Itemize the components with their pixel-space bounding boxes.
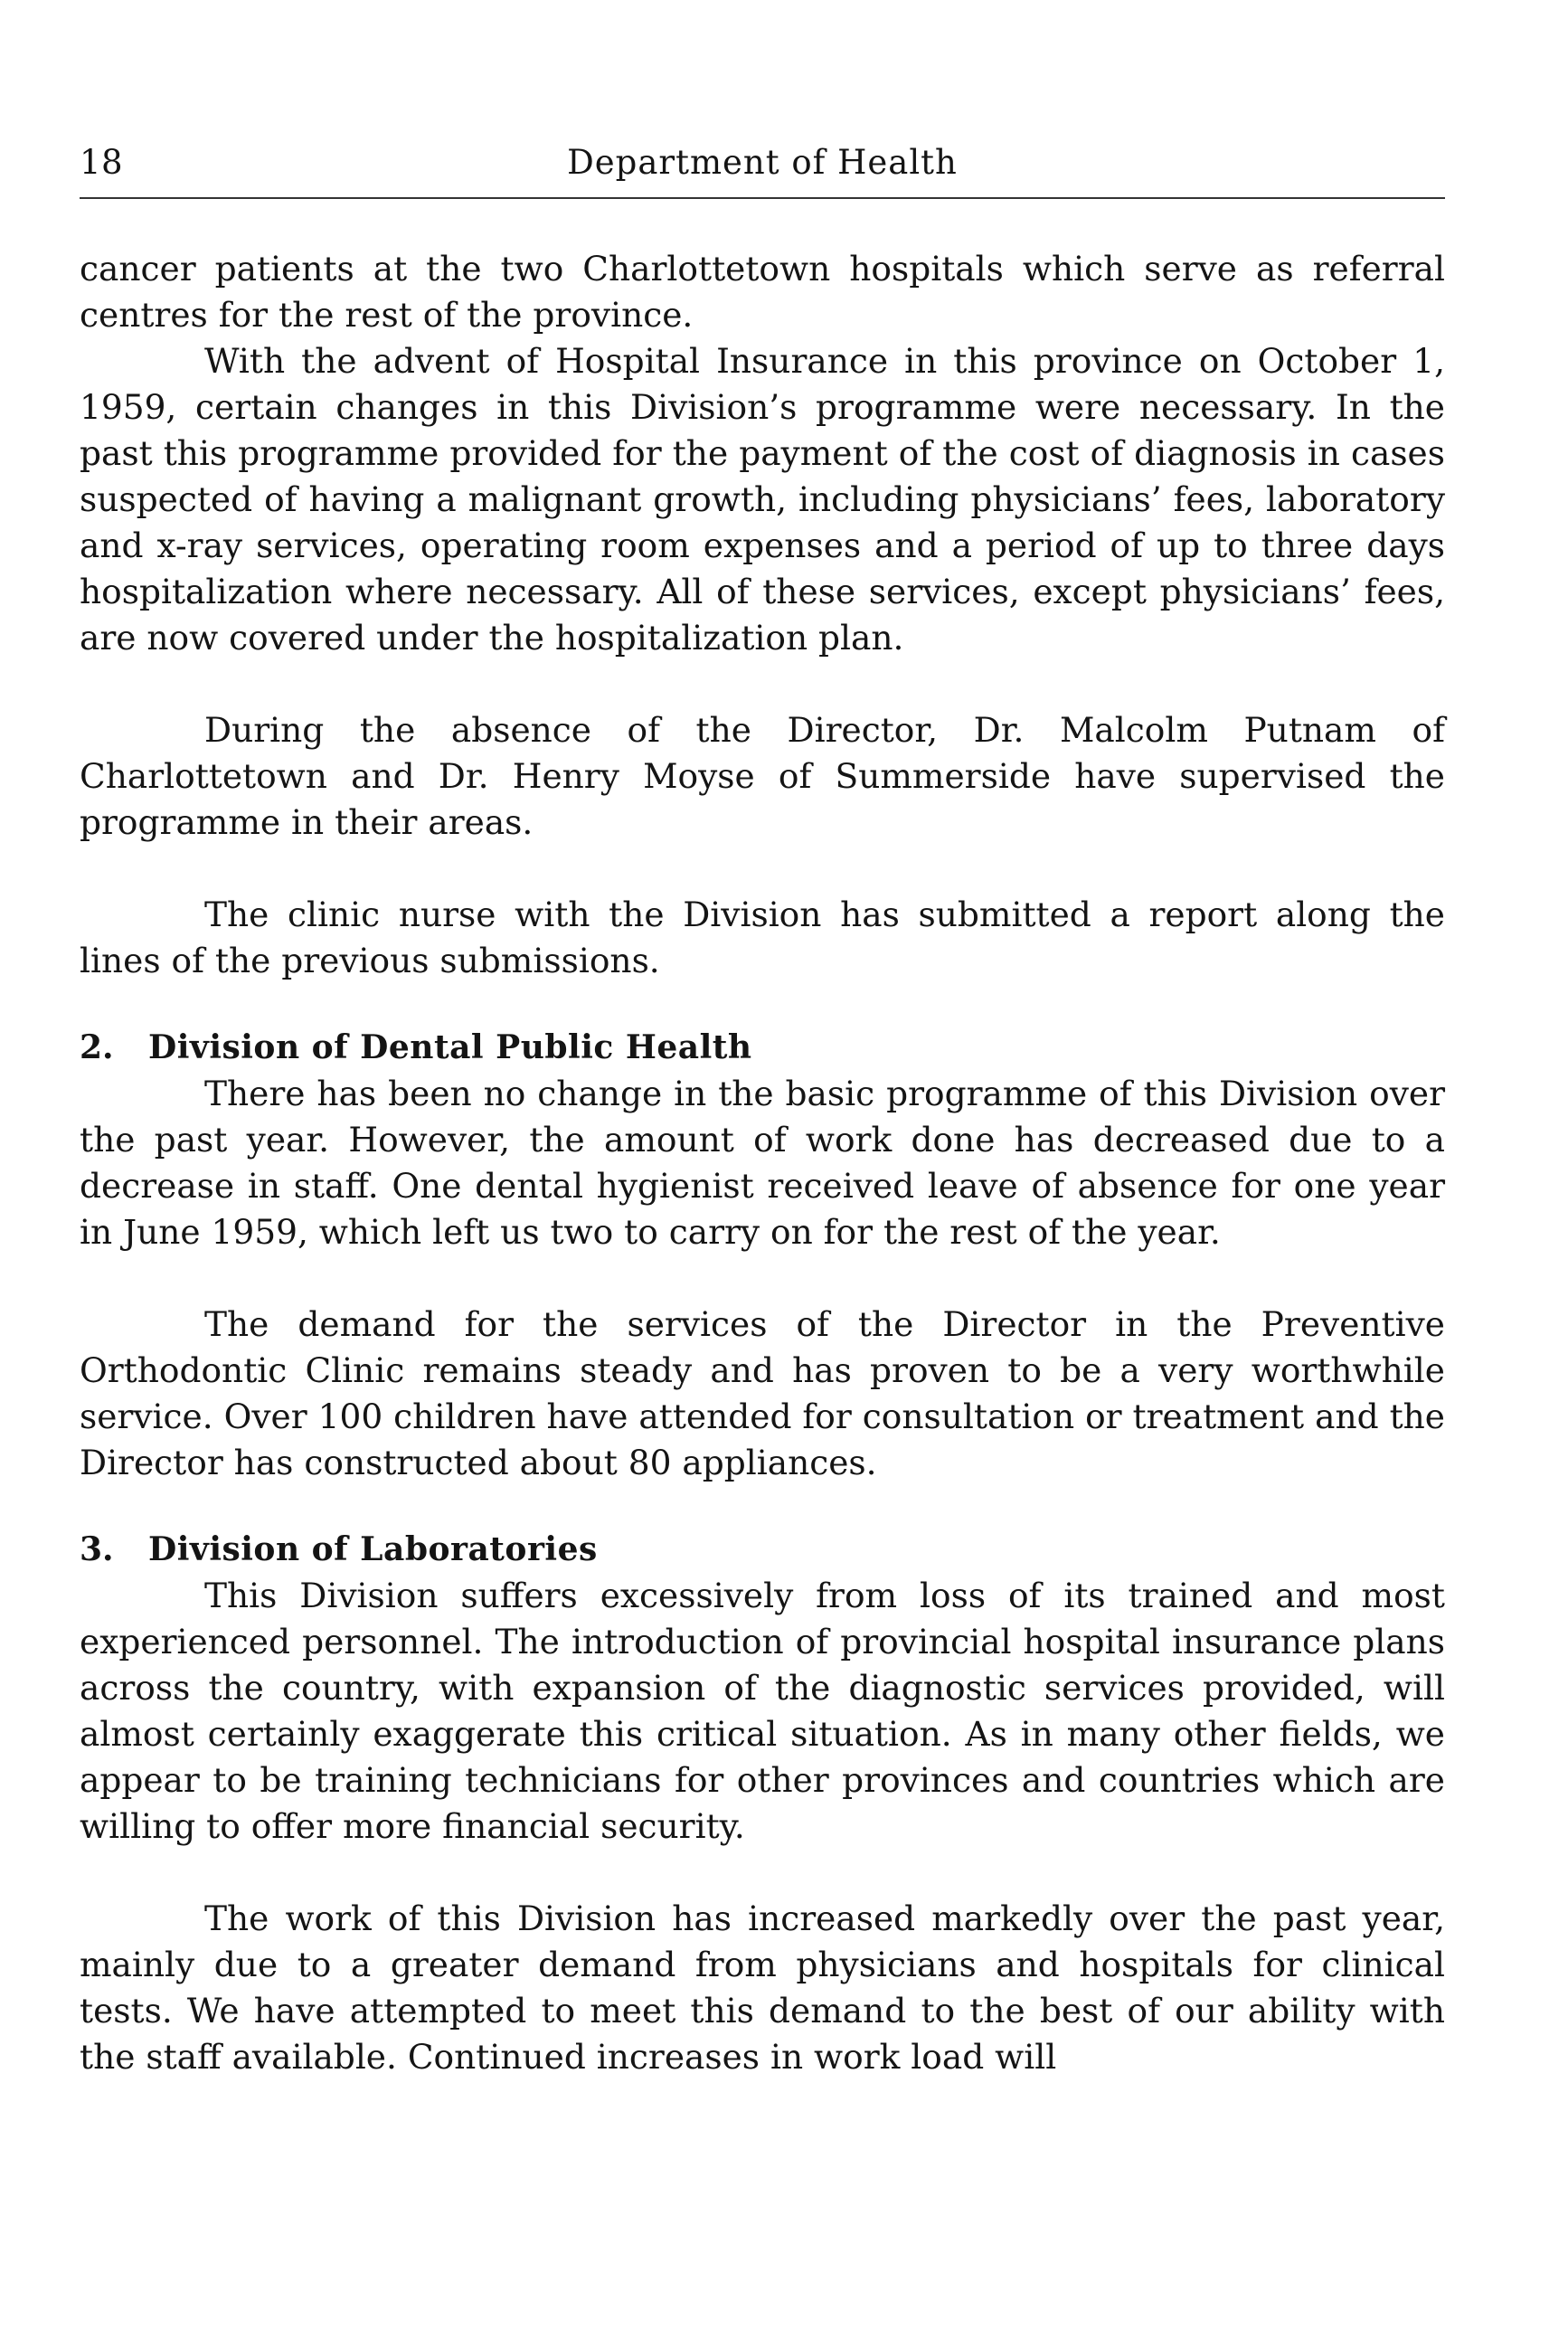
section-heading-laboratories [80, 1527, 1445, 1573]
paragraph-hospital-insurance: With the advent of Hospital Insurance in this province on October 1, 1959, certain changes in this Division’s programme were necessary. In the past this programme provided for the payment of the cost of diagnosis in cases suspected of having a malignant growth, including physicians’ fees, laboratory and x-ray services, operating room expenses and a period of up to three days hospitalization where necessary. All of these services, except physicians’ fees, are now covered under the hospitalization plan. [80, 341, 1445, 658]
paragraph-orthodontic-clinic: The demand for the services of the Director in the Preventive Orthodontic Clinic remains steady and has proven to be a very worthwhile service. Over 100 children have attended for consultation or treatment and the Director has constructed about 80 appliances. [80, 1304, 1445, 1482]
header-rule [80, 197, 1445, 199]
running-title: Department of Health [567, 143, 958, 182]
paragraph-dental-programme: There has been no change in the basic programme of this Division over the past year. However, the amount of work done has decreased due to a decrease in staff. One dental hygienist received leave of absence for one year in June 1959, which left us two to carry on for the rest of the year. [80, 1074, 1445, 1252]
section-number: 3. [80, 1530, 114, 1568]
paragraph-clinic-nurse: The clinic nurse with the Division has submitted a report along the lines of the previous submissions. [80, 895, 1445, 980]
section-title: Division of Dental Public Health [148, 1028, 752, 1066]
paragraph-laboratory-personnel: This Division suffers excessively from loss of its trained and most experienced personnel. The introduction of provincial hospital insurance plans across the country, with expansion of the diagnostic services provided, will almost certainly exaggerate this critical situation. As in many other fields, we appear to be training technicians for other provinces and countries which are willing to offer more financial security. [80, 1576, 1445, 1846]
page-header [80, 136, 1445, 192]
section-title: Division of Laboratories [148, 1530, 598, 1568]
paragraph-continued: cancer patients at the two Charlottetown hospitals which serve as referral centres for the rest of the province. [80, 249, 1445, 335]
section-heading-dental [80, 1025, 1445, 1071]
paragraph-director-absence: During the absence of the Director, Dr. Malcolm Putnam of Charlottetown and Dr. Henry Moyse of Summerside have supervised the programme in their areas. [80, 710, 1445, 842]
paragraph-laboratory-workload: The work of this Division has increased markedly over the past year, mainly due to a greater demand from physicians and hospitals for clinical tests. We have attempted to meet this demand to the best of our ability with the staff available. Continued increases in work load will [80, 1898, 1445, 2077]
page-number: 18 [80, 143, 124, 182]
page-body [80, 246, 1445, 2080]
section-number: 2. [80, 1028, 114, 1066]
